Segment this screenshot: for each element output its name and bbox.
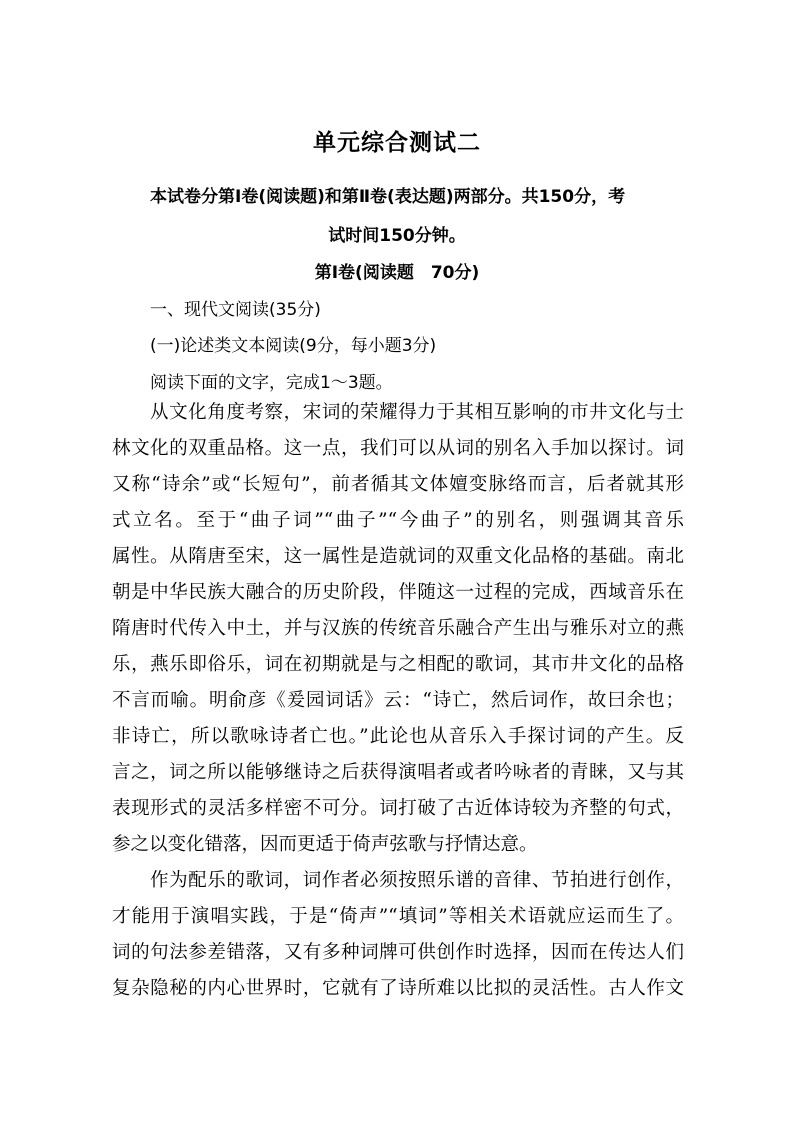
subsection-heading: (一)论述类文本阅读(9分，每小题3分) [150,336,437,356]
passage-line: 式立名。至于“曲子词”“曲子”“今曲子”的别名，则强调其音乐 [112,510,684,531]
reading-instruction: 阅读下面的文字，完成1～3题。 [150,373,393,393]
passage-line: 参之以变化错落，因而更适于倚声弦歌与抒情达意。 [112,834,538,855]
passage-line: 属性。从隋唐至宋，这一属性是造就词的双重文化品格的基础。南北 [112,546,684,567]
passage-line: 才能用于演唱实践，于是“倚声”“填词”等相关术语就应运而生了。 [112,906,684,927]
passage-line: 林文化的双重品格。这一点，我们可以从词的别名入手加以探讨。词 [112,438,684,459]
passage-line: 表现形式的灵活多样密不可分。词打破了古近体诗较为齐整的句式， [112,798,684,819]
passage-line: 词的句法参差错落，又有多种词牌可供创作时选择，因而在传达人们 [112,942,684,963]
part-one-heading: 第Ⅰ卷(阅读题 70分) [314,263,480,283]
passage-line: 乐，燕乐即俗乐，词在初期就是与之相配的歌词，其市井文化的品格 [112,654,684,675]
passage-line: 言之，词之所以能够继诗之后获得演唱者或者吟咏者的青睐，又与其 [112,762,684,783]
page-title: 单元综合测试二 [313,130,481,156]
passage-line: 隋唐时代传入中土，并与汉族的传统音乐融合产生出与雅乐对立的燕 [112,618,684,639]
passage-line: 从文化角度考察，宋词的荣耀得力于其相互影响的市井文化与士 [150,402,684,423]
passage-line: 朝是中华民族大融合的历史阶段，伴随这一过程的完成，西域音乐在 [112,582,684,603]
passage-line: 非诗亡，所以歌咏诗者亡也。”此论也从音乐入手探讨词的产生。反 [112,726,684,747]
exam-intro-line-2: 试时间150分钟。 [328,226,466,246]
passage-line: 又称“诗余”或“长短句”，前者循其文体嬗变脉络而言，后者就其形 [112,474,684,495]
passage-line: 复杂隐秘的内心世界时，它就有了诗所难以比拟的灵活性。古人作文 [112,978,684,999]
section-heading: 一、现代文阅读(35分) [150,300,321,320]
passage-line: 不言而喻。明俞彦《爰园词话》云：“诗亡，然后词作，故曰余也； [112,690,684,711]
passage-line: 作为配乐的歌词，词作者必须按照乐谱的音律、节拍进行创作， [150,870,684,891]
exam-intro-line-1: 本试卷分第Ⅰ卷(阅读题)和第Ⅱ卷(表达题)两部分。共150分，考 [150,187,626,207]
